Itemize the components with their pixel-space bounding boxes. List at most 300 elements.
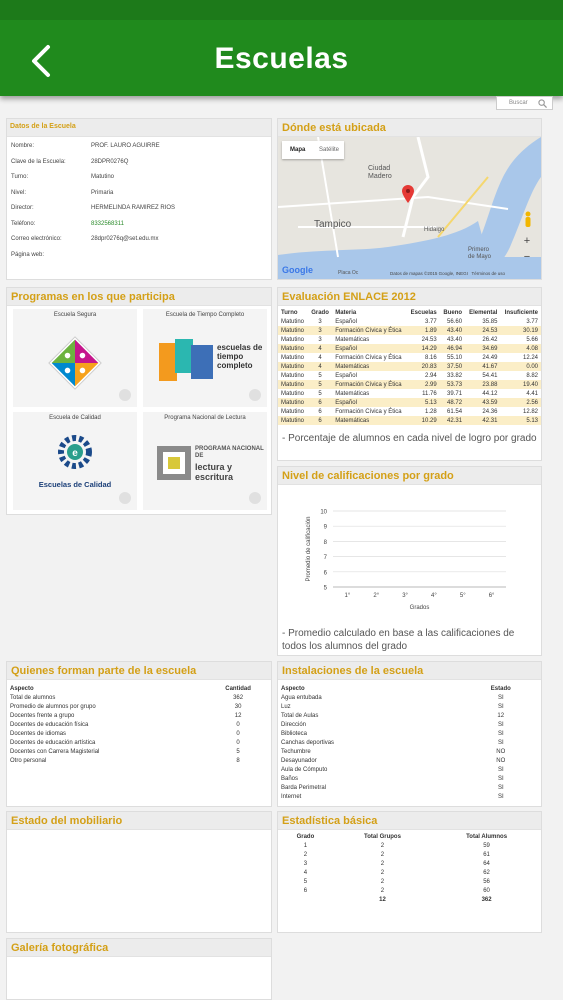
- table-cell: 2: [380, 887, 385, 894]
- table-cell: Matutino: [281, 318, 305, 325]
- y-axis-label: Promedio de calificación: [306, 516, 312, 582]
- table-row: [278, 729, 541, 738]
- table-cell: Matutino: [281, 327, 305, 334]
- escuela-segura-logo: [47, 335, 103, 391]
- table-cell: 56: [483, 878, 490, 885]
- table-cell: 4: [318, 363, 322, 370]
- table-cell: 48.72: [447, 399, 463, 406]
- search-input[interactable]: [496, 96, 553, 110]
- x-tick-label: 4°: [431, 593, 437, 599]
- table-cell: Dirección: [281, 721, 307, 728]
- table-cell: Docentes frente a grupo: [10, 712, 75, 719]
- table-cell: Matutino: [281, 372, 305, 379]
- table-cell: 3: [318, 327, 322, 334]
- table-cell: SI: [497, 694, 504, 701]
- table-cell: NO: [496, 748, 506, 755]
- table-cell: 37.50: [447, 363, 463, 370]
- table-cell: Biblioteca: [281, 730, 308, 737]
- grades-chart: [278, 489, 541, 629]
- staff-heading: Quienes forman parte de la escuela: [7, 662, 271, 680]
- table-cell: 12.82: [522, 408, 538, 415]
- table-cell: 8: [236, 757, 240, 764]
- table-cell: 62: [483, 869, 490, 876]
- program-label: Programa Nacional de Lectura: [164, 415, 246, 421]
- gallery-panel: [6, 938, 272, 1000]
- table-cell: 55.10: [447, 354, 463, 361]
- table-cell: 10.29: [421, 417, 437, 424]
- radio-indicator: [249, 492, 261, 504]
- grades-heading: Nivel de calificaciones por grado: [278, 467, 541, 485]
- table-cell: 56.60: [447, 318, 463, 325]
- info-key: Teléfono:: [11, 220, 36, 227]
- google-logo: Google: [282, 265, 313, 275]
- table-cell: Matemáticas: [335, 336, 370, 343]
- table-cell: 46.94: [447, 345, 463, 352]
- svg-text:e: e: [72, 448, 78, 459]
- table-cell: 54.41: [482, 372, 498, 379]
- table-cell: Matutino: [281, 408, 305, 415]
- info-value: 28DPR0276Q: [91, 158, 129, 165]
- column-header: Turno: [281, 309, 298, 316]
- info-key: Director:: [11, 205, 34, 211]
- column-header: Elemental: [469, 309, 498, 316]
- table-row: [278, 326, 541, 335]
- table-cell: SI: [497, 739, 504, 746]
- map-label-hidalgo: Hidalgo: [424, 227, 445, 233]
- y-tick-label: 5: [323, 585, 327, 592]
- table-row: [278, 371, 541, 380]
- table-cell: 12: [234, 712, 242, 719]
- table-row: [7, 702, 271, 711]
- table-cell: Docentes de educación física: [10, 721, 89, 728]
- table-row: [278, 841, 541, 850]
- table-row: [278, 774, 541, 783]
- info-key: Clave de la Escuela:: [11, 158, 66, 165]
- table-row: [278, 868, 541, 877]
- map-attribution: Datos de mapas ©2015 Google, INEGI Términos de uso: [390, 271, 506, 276]
- table-cell: 5: [318, 372, 322, 379]
- table-cell: Baños: [281, 775, 299, 782]
- table-cell: Docentes con Carrera Magisterial: [10, 748, 100, 755]
- x-tick-label: 6°: [488, 593, 495, 599]
- table-row: [7, 720, 271, 729]
- table-cell: Español: [335, 372, 357, 379]
- table-cell: 6: [318, 417, 322, 424]
- table-cell: Formación Cívica y Ética: [335, 381, 402, 388]
- enlace-panel: [277, 287, 542, 461]
- page-title: Escuelas: [214, 42, 349, 75]
- table-cell: SI: [497, 784, 504, 791]
- table-row: [278, 353, 541, 362]
- total-cell: [278, 895, 333, 904]
- table-row: [278, 335, 541, 344]
- table-row: [7, 711, 271, 720]
- column-header: Cantidad: [225, 685, 251, 692]
- table-cell: 5: [318, 381, 322, 388]
- table-cell: 362: [233, 694, 244, 701]
- table-row: [278, 720, 541, 729]
- table-cell: Techumbre: [281, 748, 311, 755]
- table-cell: SI: [497, 703, 504, 710]
- gallery-heading: Galería fotográfica: [7, 939, 271, 957]
- info-value: PROF. LAURO AGUIRRE: [91, 143, 160, 149]
- table-row: [278, 389, 541, 398]
- table-cell: 35.85: [482, 318, 498, 325]
- program-label: Escuela de Tiempo Completo: [165, 312, 245, 318]
- total-cell: 12: [379, 896, 386, 903]
- table-row: [278, 877, 541, 886]
- info-value: Matutino: [91, 174, 115, 180]
- facilities-panel: [277, 661, 542, 807]
- table-row: [7, 729, 271, 738]
- total-cell: 362: [481, 896, 492, 903]
- radio-indicator: [119, 389, 131, 401]
- table-row: [7, 693, 271, 702]
- table-cell: 8.82: [526, 372, 538, 379]
- table-cell: 30.19: [522, 327, 538, 334]
- table-cell: 6: [318, 408, 322, 415]
- table-row: [278, 711, 541, 720]
- map-label-tampico: Tampico: [314, 219, 352, 230]
- lectura-text-1: PROGRAMA NACIONAL DE: [195, 446, 264, 459]
- table-cell: Matemáticas: [335, 417, 370, 424]
- table-cell: 1.89: [424, 327, 437, 334]
- map-tab[interactable]: Mapa: [290, 147, 306, 153]
- table-cell: 19.40: [522, 381, 538, 388]
- column-header: Total Alumnos: [466, 833, 508, 840]
- program-card-escuela-calidad[interactable]: [13, 412, 137, 510]
- table-cell: Matemáticas: [335, 363, 370, 370]
- table-cell: 20.83: [421, 363, 437, 370]
- table-row: [278, 317, 541, 326]
- escuelas-calidad-logo: [55, 432, 95, 472]
- table-row: [278, 398, 541, 407]
- table-cell: SI: [497, 775, 504, 782]
- table-cell: Matutino: [281, 381, 305, 388]
- table-cell: Matutino: [281, 345, 305, 352]
- table-row: [278, 747, 541, 756]
- table-cell: Promedio de alumnos por grupo: [10, 703, 96, 710]
- table-row: [7, 738, 271, 747]
- table-cell: 2.94: [424, 372, 437, 379]
- map-label-madero: Ciudad Madero: [368, 165, 392, 180]
- table-row: [7, 747, 271, 756]
- school-info-row: [11, 190, 269, 200]
- table-cell: 42.31: [447, 417, 463, 424]
- grades-panel: [277, 466, 542, 656]
- table-cell: 8.16: [424, 354, 437, 361]
- table-row: [278, 886, 541, 895]
- table-cell: 12: [497, 712, 505, 719]
- programs-heading: Programas en los que participa: [7, 288, 271, 306]
- table-cell: Aula de Cómputo: [281, 766, 328, 773]
- table-cell: 26.42: [482, 336, 498, 343]
- table-row: [278, 693, 541, 702]
- column-header: Materia: [335, 309, 357, 316]
- facilities-table: [278, 684, 541, 801]
- program-card-escuela-segura[interactable]: [13, 309, 137, 407]
- map-label-primero: Primero de Mayo: [468, 247, 492, 260]
- info-key: Turno:: [11, 174, 29, 180]
- table-cell: 0.00: [526, 363, 538, 370]
- table-row: [278, 792, 541, 801]
- table-cell: 6: [318, 399, 322, 406]
- stats-panel: [277, 811, 542, 933]
- table-cell: 12.24: [522, 354, 538, 361]
- school-info-row: [11, 159, 269, 169]
- y-tick-label: 7: [323, 555, 327, 562]
- table-cell: Formación Cívica y Ética: [335, 354, 402, 361]
- table-row: [278, 859, 541, 868]
- table-cell: 33.82: [447, 372, 463, 379]
- table-cell: 42.31: [482, 417, 498, 424]
- staff-panel: [6, 661, 272, 807]
- school-info-row: [11, 143, 269, 153]
- table-cell: 4.08: [526, 345, 538, 352]
- table-row: [278, 756, 541, 765]
- table-row: [278, 738, 541, 747]
- zoom-out-button[interactable]: −: [523, 251, 531, 263]
- table-cell: 43.59: [482, 399, 498, 406]
- y-tick-label: 6: [323, 570, 327, 577]
- info-key: Nombre:: [11, 143, 35, 149]
- table-cell: 2: [380, 860, 385, 867]
- table-cell: 14.29: [421, 345, 437, 352]
- map-type-control: [282, 141, 344, 159]
- table-cell: 5.13: [424, 399, 437, 406]
- table-cell: SI: [497, 793, 504, 800]
- table-cell: 3.77: [424, 318, 437, 325]
- enlace-note: - Porcentaje de alumnos en cada nivel de logro por grado: [282, 433, 537, 444]
- table-cell: 43.40: [447, 327, 463, 334]
- table-cell: Matutino: [281, 417, 305, 424]
- table-cell: 3: [318, 336, 322, 343]
- table-cell: 4.41: [526, 390, 538, 397]
- table-cell: Formación Cívica y Ética: [335, 408, 402, 415]
- table-cell: 24.49: [482, 354, 498, 361]
- table-row: [278, 416, 541, 425]
- table-cell: 2: [380, 878, 385, 885]
- info-value: Primaria: [91, 189, 114, 196]
- lectura-text-3: escritura: [195, 472, 234, 482]
- table-cell: SI: [497, 721, 504, 728]
- lectura-text-2: lectura y: [195, 462, 233, 472]
- table-cell: 24.36: [482, 408, 498, 415]
- map-view[interactable]: [278, 137, 541, 279]
- table-cell: 5.66: [526, 336, 538, 343]
- table-cell: 2.56: [526, 399, 538, 406]
- table-row: [278, 362, 541, 371]
- table-cell: 2: [380, 869, 385, 876]
- table-cell: Agua entubada: [281, 694, 322, 701]
- column-header: Estado: [490, 685, 511, 692]
- escuelas-calidad-text: Escuelas de Calidad: [38, 480, 112, 489]
- table-cell: 30: [234, 703, 242, 710]
- column-header: Bueno: [443, 309, 463, 316]
- column-header: Aspecto: [10, 685, 34, 692]
- total-row: [278, 895, 541, 904]
- y-tick-label: 10: [320, 509, 327, 516]
- table-cell: 2.99: [424, 381, 437, 388]
- zoom-in-button[interactable]: +: [523, 235, 531, 247]
- search-placeholder: Buscar: [509, 100, 528, 106]
- x-tick-label: 1°: [344, 593, 351, 599]
- table-cell: Internet: [281, 793, 302, 800]
- table-row: [278, 702, 541, 711]
- table-cell: Matutino: [281, 336, 305, 343]
- table-cell: 1: [303, 842, 308, 849]
- table-cell: Matutino: [281, 354, 305, 361]
- table-cell: 59: [483, 842, 490, 849]
- table-cell: 61.54: [447, 408, 463, 415]
- enlace-heading: Evaluación ENLACE 2012: [278, 288, 541, 306]
- programs-panel: [6, 287, 272, 515]
- table-cell: 4: [318, 354, 322, 361]
- table-row: [278, 850, 541, 859]
- school-info-row: [11, 236, 269, 246]
- table-cell: 24.53: [482, 327, 498, 334]
- table-cell: Matutino: [281, 363, 305, 370]
- info-value: 28dpr0276q@set.edu.mx: [91, 236, 159, 242]
- table-cell: 2: [303, 851, 308, 858]
- table-cell: 61: [483, 851, 490, 858]
- table-cell: 11.76: [422, 390, 437, 397]
- table-cell: 2: [380, 842, 385, 849]
- school-info-row: [11, 205, 269, 215]
- table-row: [278, 765, 541, 774]
- table-cell: 41.67: [482, 363, 498, 370]
- table-cell: Desayunador: [281, 757, 317, 764]
- map-heading: Dónde está ubicada: [278, 119, 541, 137]
- table-cell: Docentes de idiomas: [10, 730, 67, 737]
- table-cell: 5: [318, 390, 322, 397]
- search-icon[interactable]: [538, 99, 547, 108]
- x-axis-label: Grados: [409, 605, 430, 611]
- table-cell: Docentes de educación artística: [10, 739, 96, 746]
- stats-heading: Estadística básica: [278, 812, 541, 830]
- table-cell: 34.69: [482, 345, 498, 352]
- table-cell: 4: [303, 869, 308, 876]
- table-cell: Canchas deportivas: [281, 739, 335, 746]
- x-tick-label: 2°: [373, 593, 380, 599]
- staff-table: [7, 684, 271, 765]
- table-cell: Otro personal: [10, 757, 47, 764]
- table-cell: Formación Cívica y Ética: [335, 327, 402, 334]
- furniture-panel: [6, 811, 272, 933]
- table-row: [278, 783, 541, 792]
- y-tick-label: 9: [323, 524, 327, 531]
- facilities-heading: Instalaciones de la escuela: [278, 662, 541, 680]
- table-cell: 6: [303, 887, 308, 894]
- column-header: Total Grupos: [364, 833, 401, 840]
- table-cell: 0: [236, 721, 240, 728]
- x-tick-label: 5°: [459, 593, 466, 599]
- table-row: [278, 380, 541, 389]
- column-header: Grado: [311, 309, 329, 316]
- program-card-tiempo-completo[interactable]: [143, 309, 267, 407]
- table-cell: 44.12: [482, 390, 498, 397]
- program-label: Escuela Segura: [53, 312, 97, 318]
- table-row: [7, 756, 271, 765]
- stats-table: [278, 832, 541, 904]
- table-cell: 23.88: [482, 381, 498, 388]
- info-value: HERMELINDA RAMIREZ RIOS: [91, 205, 176, 211]
- column-header: Escuelas: [410, 309, 437, 316]
- table-cell: 2: [380, 851, 385, 858]
- y-tick-label: 8: [323, 539, 327, 546]
- table-cell: Matutino: [281, 399, 305, 406]
- program-label: Escuela de Calidad: [49, 415, 101, 421]
- table-cell: Español: [335, 399, 357, 406]
- radio-indicator: [119, 492, 131, 504]
- school-info-row: [11, 221, 269, 231]
- table-cell: Luz: [281, 703, 291, 710]
- table-cell: Español: [335, 345, 357, 352]
- furniture-heading: Estado del mobiliario: [7, 812, 271, 830]
- school-info-row: [11, 174, 269, 184]
- table-row: [278, 407, 541, 416]
- table-cell: Matemáticas: [335, 390, 370, 397]
- map-label-placa: Placa Oc: [338, 270, 359, 276]
- x-tick-label: 3°: [402, 593, 408, 599]
- school-info-row: [11, 252, 269, 262]
- table-cell: Total de Aulas: [281, 712, 319, 719]
- table-cell: 60: [483, 887, 490, 894]
- table-cell: 64: [483, 860, 490, 867]
- table-cell: 3: [303, 860, 308, 867]
- location-pin-icon[interactable]: [402, 185, 414, 203]
- table-cell: 43.40: [447, 336, 463, 343]
- table-cell: 5: [303, 878, 308, 885]
- table-cell: 24.53: [421, 336, 437, 343]
- table-cell: 0: [236, 730, 240, 737]
- column-header: Grado: [296, 833, 315, 840]
- table-cell: SI: [497, 766, 504, 773]
- table-cell: Español: [335, 318, 357, 325]
- table-cell: 4: [318, 345, 322, 352]
- lectura-logo: [157, 446, 191, 480]
- table-cell: 5: [236, 748, 240, 755]
- table-cell: SI: [497, 730, 504, 737]
- pegman-icon[interactable]: [523, 211, 533, 229]
- info-key: Correo electrónico:: [11, 236, 62, 242]
- etc-logo-text: escuelas de tiempo completo: [217, 343, 263, 370]
- info-value[interactable]: 8332568311: [91, 220, 124, 227]
- table-cell: 0: [236, 739, 240, 746]
- table-cell: 39.71: [447, 390, 463, 397]
- table-cell: 1.28: [424, 408, 437, 415]
- table-cell: Total de alumnos: [10, 694, 56, 701]
- table-cell: NO: [496, 757, 506, 764]
- radio-indicator: [249, 389, 261, 401]
- grades-note: - Promedio calculado en base a las calificaciones de todos los alumnos del grado: [282, 628, 515, 652]
- satellite-tab[interactable]: Satélite: [319, 147, 340, 153]
- table-cell: Barda Perimetral: [281, 784, 327, 791]
- table-cell: 3.77: [526, 318, 538, 325]
- school-data-heading: Datos de la Escuela: [7, 119, 271, 137]
- table-cell: Matutino: [281, 390, 305, 397]
- table-cell: 53.73: [447, 381, 463, 388]
- table-cell: 5.13: [526, 417, 538, 424]
- enlace-table: [278, 308, 541, 425]
- etc-logo: [159, 339, 213, 381]
- column-header: Aspecto: [281, 685, 305, 692]
- column-header: Insuficiente: [504, 309, 538, 316]
- school-data-panel: [6, 118, 272, 280]
- info-key: Página web:: [11, 251, 45, 258]
- map-panel: [277, 118, 542, 280]
- program-card-lectura[interactable]: [143, 412, 267, 510]
